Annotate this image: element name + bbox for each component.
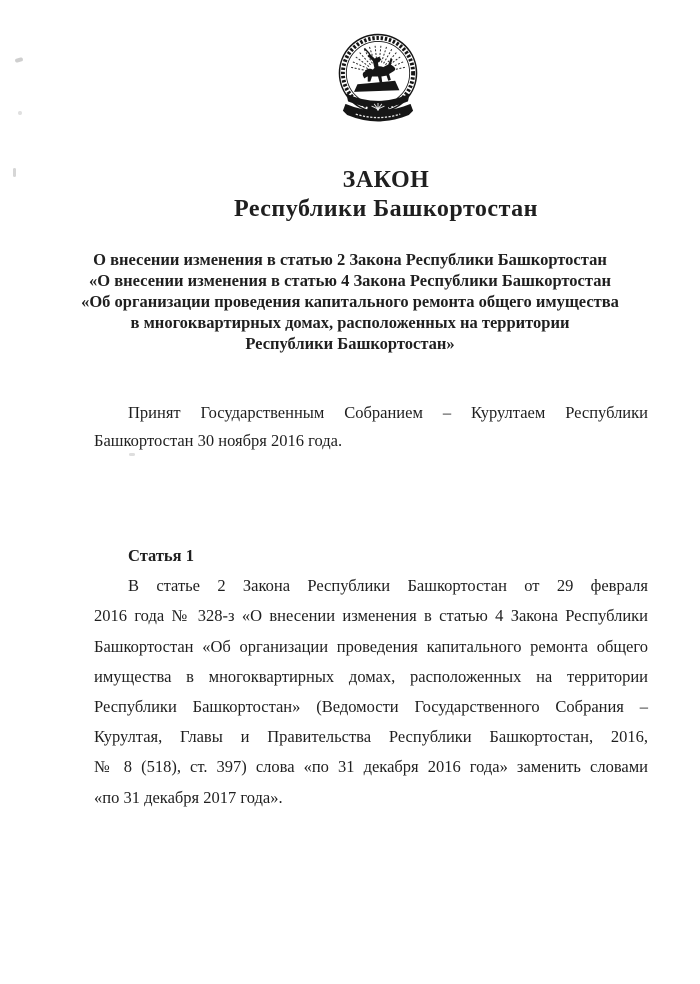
subject-line: Республики Башкортостан» bbox=[245, 334, 455, 353]
subject-line: «Об организации проведения капитального ремонта общего имущества bbox=[81, 292, 619, 311]
adoption-paragraph bbox=[94, 399, 648, 455]
article-body-line: В статье 2 Закона Республики Башкортостан от 29 февраля bbox=[128, 576, 648, 596]
scan-speck bbox=[13, 168, 16, 177]
law-title-republic: Республики Башкортостан bbox=[233, 196, 538, 222]
subject-line: в многоквартирных домах, расположенных на территории bbox=[130, 313, 570, 332]
article-body-line: № 8 (518), ст. 397) слова «по 31 декабря 2016 года» заменить словами bbox=[94, 757, 648, 777]
article-body-line: 2016 года № 328-з «О внесении изменения в статью 4 Закона Республики bbox=[94, 606, 648, 626]
bashkortostan-emblem-icon bbox=[335, 32, 421, 133]
article-body-line: имущества в многоквартирных домах, расположенных на территории bbox=[94, 666, 648, 686]
subject-line: О внесении изменения в статью 2 Закона Республики Башкортостан bbox=[93, 250, 607, 269]
law-title-word: ЗАКОН bbox=[342, 167, 430, 193]
article-1 bbox=[94, 541, 648, 813]
article-body-line: Республики Башкортостан» (Ведомости Государственного Собрания – bbox=[94, 697, 648, 717]
law-title bbox=[36, 166, 700, 224]
article-body-line: Башкортостан «Об организации проведения капитального ремонта общего bbox=[94, 636, 648, 656]
article-body-line: «по 31 декабря 2017 года». bbox=[94, 787, 283, 807]
article-body-line: Курултая, Главы и Правительства Республики Башкортостан, 2016, bbox=[94, 727, 648, 747]
article-heading: Статья 1 bbox=[128, 546, 194, 565]
law-subject bbox=[0, 249, 700, 354]
subject-line: «О внесении изменения в статью 4 Закона Республики Башкортостан bbox=[89, 271, 611, 290]
adoption-line: Принят Государственным Собранием – Курултаем Республики bbox=[128, 403, 648, 422]
adoption-line: Башкортостан 30 ноября 2016 года. bbox=[94, 431, 343, 450]
coat-of-arms bbox=[0, 32, 700, 133]
